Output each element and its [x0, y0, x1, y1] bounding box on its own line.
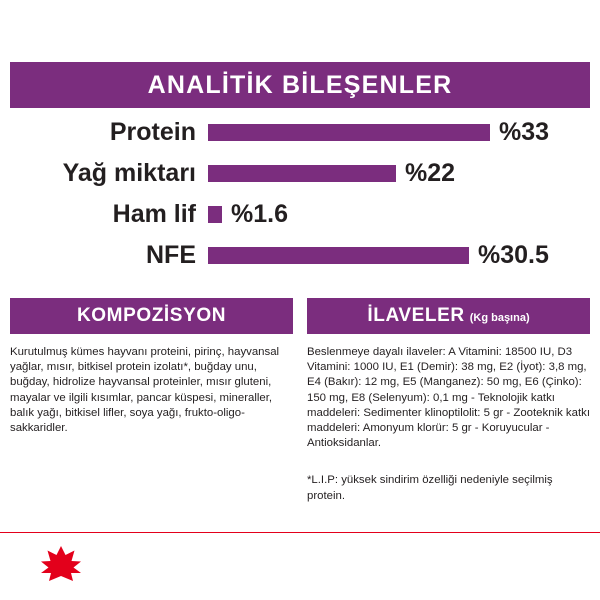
analytical-constituents-banner — [10, 62, 590, 108]
additives-heading-note: (Kg başına) — [469, 312, 530, 324]
analytical-constituents-chart — [10, 116, 590, 280]
chart-row-label: Protein — [109, 118, 196, 146]
page-title: ANALİTİK BİLEŞENLER — [147, 70, 453, 99]
composition-column — [10, 298, 293, 504]
chart-row-label: NFE — [146, 241, 196, 269]
chart-row — [10, 157, 590, 190]
chart-row-label: Yağ miktarı — [62, 159, 196, 187]
chart-row — [10, 198, 590, 231]
footer-divider — [0, 532, 600, 533]
info-columns — [10, 298, 590, 504]
additives-banner — [307, 298, 590, 334]
additives-footnote: *L.I.P: yüksek sindirim özelliği nedeniyle seçilmiş protein. — [307, 474, 553, 502]
additives-column — [307, 298, 590, 504]
chart-bar-area — [208, 198, 590, 231]
chart-bar — [208, 247, 469, 264]
composition-heading: KOMPOZİSYON — [76, 305, 227, 326]
chart-row-value: %1.6 — [231, 200, 288, 228]
chart-bar-area — [208, 116, 590, 149]
additives-heading: İLAVELER — [367, 305, 465, 326]
royal-canin-logo — [38, 543, 84, 583]
composition-text: Kurutulmuş kümes hayvanı proteini, pirinç, hayvansal yağlar, mısır, bitkisel protein izolatı*, buğday unu, buğday, hidrolize hayvansal proteinler, mısır gluteni, mayalar ve ilgili kısımlar, pancar küspesi, mineraller, balık yağı, bitkisel lifler, soya yağı, frukto-oligo-sakkaridler. — [10, 346, 280, 435]
chart-row-value: %22 — [405, 159, 456, 187]
chart-bar — [208, 206, 222, 223]
chart-row-value: %33 — [499, 118, 550, 146]
chart-bar-area — [208, 239, 590, 272]
chart-bar-area — [208, 157, 590, 190]
chart-row — [10, 116, 590, 149]
crown-icon — [38, 543, 84, 583]
chart-row — [10, 239, 590, 272]
chart-row-value: %30.5 — [478, 241, 549, 269]
chart-bar — [208, 124, 490, 141]
composition-banner — [10, 298, 293, 334]
chart-bar — [208, 165, 396, 182]
additives-text: Beslenmeye dayalı ilaveler: A Vitamini: 18500 IU, D3 Vitamini: 1000 IU, E1 (Demir): 38 mg, E2 (İyot): 3,8 mg, E4 (Bakır): 12 mg, E5 (Manganez): 50 mg, E6 (Çinko): 150 mg, E8 (Selenyum): 0,1 mg - Teknolojik katkı maddeleri: Sedimenter klinoptilolit: 5 gr - Zooteknik katkı maddeleri: Amonyum klorür: 5 gr - Koruyucular - Antioksidanlar. — [307, 346, 590, 450]
chart-row-label: Ham lif — [112, 200, 196, 228]
